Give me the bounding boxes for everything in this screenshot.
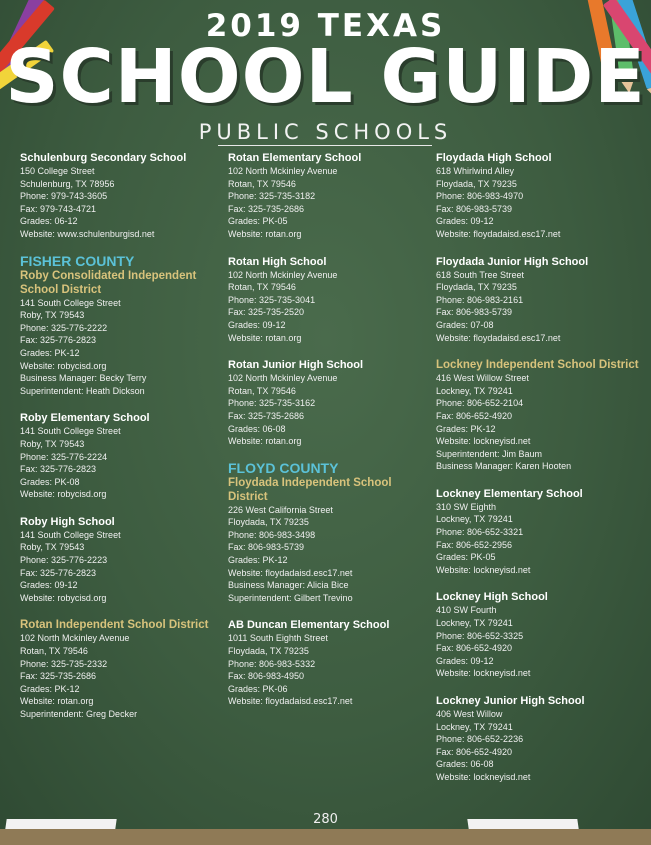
column-1 xyxy=(20,151,225,735)
entry-detail-line: Phone: 325-735-3041 xyxy=(228,294,316,305)
school-name: Lockney Junior High School xyxy=(436,695,585,707)
entry-detail-line: 410 SW Fourth xyxy=(436,605,497,616)
entry-detail-line: Superintendent: Greg Decker xyxy=(20,709,138,719)
entry-detail-line: Phone: 325-735-2332 xyxy=(20,658,108,669)
entry-detail-line: 406 West Willow xyxy=(436,709,503,719)
entry-detail-line: Lockney, TX 79241 xyxy=(436,618,513,629)
entry-detail-line: Roby, TX 79543 xyxy=(20,542,85,553)
school-name: Rotan Elementary School xyxy=(228,152,362,164)
entry-detail-line: Floydada, TX 79235 xyxy=(228,646,309,657)
school-name: Floydada Junior High School xyxy=(436,255,589,268)
entry-detail-line: Floydada, TX 79235 xyxy=(436,178,517,189)
school-name: Floydada High School xyxy=(436,152,552,164)
entry-detail-line: Phone: 806-983-2161 xyxy=(436,294,524,305)
school-name: Schulenburg Secondary School xyxy=(20,152,187,164)
entry-detail-line: 102 North Mckinley Avenue xyxy=(228,373,338,384)
entry-detail-line: Roby, TX 79543 xyxy=(20,438,85,449)
entry-detail-line: Website: robycisd.org xyxy=(20,360,107,371)
county-heading: FISHER COUNTY xyxy=(20,252,135,269)
entry-detail-line: Fax: 325-776-2823 xyxy=(20,464,97,475)
entry-detail-line: Rotan, TX 79546 xyxy=(228,282,296,293)
entry-detail-line: Superintendent: Gilbert Trevino xyxy=(228,592,353,603)
school-name: AB Duncan Elementary School xyxy=(228,619,390,632)
entry-detail-line: Website: floydadaisd.esc17.net xyxy=(228,567,353,578)
entry-detail-line: Website: rotan.org xyxy=(228,436,302,447)
entry-detail-line: Phone: 325-735-3162 xyxy=(228,398,316,409)
entry-detail-line: 150 College Street xyxy=(20,166,95,176)
entry-detail-line: Rotan, TX 79546 xyxy=(20,646,88,657)
entry-detail-line: Phone: 806-652-2104 xyxy=(436,398,524,409)
entry-detail-line: Fax: 325-735-2520 xyxy=(228,307,305,318)
entry-detail-line: Floydada, TX 79235 xyxy=(228,517,309,528)
entry-detail-line: Grades: 09-12 xyxy=(20,580,78,591)
entry-detail-line: 310 SW Eighth xyxy=(436,501,497,512)
entry-detail-line: Grades: 09-12 xyxy=(436,216,494,227)
entry-detail-line: Grades: PK-12 xyxy=(228,555,288,566)
entry-detail-line: 102 North Mckinley Avenue xyxy=(20,633,130,644)
entry-detail-line: Phone: 325-735-3182 xyxy=(228,191,316,202)
entry-detail-line: Grades: 07-08 xyxy=(436,319,494,330)
school-name: Lockney Elementary School xyxy=(436,487,583,500)
school-entry xyxy=(436,694,641,784)
entry-detail-line: Superintendent: Jim Baum xyxy=(436,448,543,459)
entry-detail-line: 1011 South Eighth Street xyxy=(228,633,328,644)
entry-detail-line: 141 South College Street xyxy=(20,529,121,540)
entry-detail-line: Fax: 325-776-2823 xyxy=(20,335,97,346)
entry-detail-line: Grades: PK-06 xyxy=(228,683,288,694)
school-entry xyxy=(20,515,225,605)
entry-detail-line: Roby, TX 79543 xyxy=(20,310,85,321)
entry-detail-line: Fax: 979-743-4721 xyxy=(20,203,97,214)
entry-detail-line: Fax: 325-735-2686 xyxy=(228,410,305,421)
entry-detail-line: Website: floydadaisd.esc17.net xyxy=(436,228,561,239)
school-name: Rotan Junior High School xyxy=(228,359,364,372)
page-subtitle: PUBLIC SCHOOLS xyxy=(198,120,453,144)
entry-detail-line: 416 West Willow Street xyxy=(436,373,529,384)
school-name: Lockney High School xyxy=(436,591,548,604)
entry-detail-line: 226 West California Street xyxy=(228,504,333,515)
title-year: 2019 TEXAS xyxy=(205,8,446,44)
school-entry xyxy=(436,590,641,680)
column-3 xyxy=(436,151,641,798)
entry-detail-line: Website: lockneyisd.net xyxy=(436,436,531,447)
school-entry xyxy=(228,151,433,241)
entry-detail-line: Grades: PK-12 xyxy=(20,347,80,358)
entry-detail-line: Grades: 06-08 xyxy=(228,423,286,434)
district-name: Roby Consolidated Independent School District xyxy=(20,269,197,296)
entry-detail-line: Grades: PK-05 xyxy=(436,552,496,563)
school-entry xyxy=(228,255,433,345)
entry-detail-line: Phone: 806-652-2236 xyxy=(436,734,524,745)
entry-detail-line: Website: lockneyisd.net xyxy=(436,668,531,679)
entry-detail-line: Website: lockneyisd.net xyxy=(436,771,531,782)
school-entry xyxy=(436,487,641,577)
entry-detail-line: Fax: 806-652-4920 xyxy=(436,643,513,654)
entry-detail-line: Website: rotan.org xyxy=(228,332,302,343)
entry-detail-line: Rotan, TX 79546 xyxy=(228,178,296,189)
entry-detail-line: Grades: 06-08 xyxy=(436,759,494,770)
column-2 xyxy=(228,151,433,722)
school-entry xyxy=(20,253,225,398)
entry-detail-line: Website: www.schulenburgisd.net xyxy=(20,228,155,239)
entry-detail-line: Grades: PK-12 xyxy=(20,683,80,694)
county-heading: FLOYD COUNTY xyxy=(228,459,339,476)
entry-detail-line: Fax: 806-652-4920 xyxy=(436,410,513,421)
entry-detail-line: Fax: 806-652-4920 xyxy=(436,746,513,757)
entry-detail-line: Fax: 325-776-2823 xyxy=(20,567,97,578)
district-name: Floydada Independent School District xyxy=(228,476,392,503)
entry-detail-line: Grades: 09-12 xyxy=(436,655,494,666)
entry-detail-line: Phone: 325-776-2222 xyxy=(20,322,108,333)
entry-detail-line: Fax: 806-983-5739 xyxy=(436,203,513,214)
school-name: Roby Elementary School xyxy=(20,412,150,425)
entry-detail-line: Website: rotan.org xyxy=(228,228,302,239)
school-entry xyxy=(20,411,225,501)
entry-detail-line: 141 South College Street xyxy=(20,297,121,308)
entry-detail-line: Fax: 806-983-4950 xyxy=(228,671,305,682)
entry-detail-line: Superintendent: Heath Dickson xyxy=(20,385,145,396)
entry-detail-line: Phone: 979-743-3605 xyxy=(20,191,108,202)
entry-detail-line: Website: floydadaisd.esc17.net xyxy=(228,696,353,707)
entry-detail-line: Business Manager: Alicia Bice xyxy=(228,580,349,591)
school-entry xyxy=(20,151,225,241)
entry-detail-line: 102 North Mckinley Avenue xyxy=(228,269,338,280)
entry-detail-line: Fax: 806-983-5739 xyxy=(436,307,513,318)
entry-detail-line: Grades: 09-12 xyxy=(228,319,286,330)
entry-detail-line: 102 North Mckinley Avenue xyxy=(228,166,338,176)
entry-detail-line: Rotan, TX 79546 xyxy=(228,385,296,396)
entry-detail-line: Website: robycisd.org xyxy=(20,489,107,500)
entry-detail-line: Phone: 806-983-3498 xyxy=(228,529,316,540)
entry-detail-line: Phone: 806-983-5332 xyxy=(228,658,316,669)
school-entry xyxy=(20,618,225,720)
school-name: Rotan High School xyxy=(228,255,327,268)
entry-detail-line: Fax: 325-735-2686 xyxy=(228,203,305,214)
entry-detail-line: Phone: 806-652-3321 xyxy=(436,527,524,538)
school-entry xyxy=(228,618,433,708)
entry-detail-line: Grades: PK-12 xyxy=(436,423,496,434)
entry-detail-line: Website: lockneyisd.net xyxy=(436,564,531,575)
entry-detail-line: Fax: 806-652-2956 xyxy=(436,539,513,550)
entry-detail-line: Business Manager: Karen Hooten xyxy=(436,461,572,472)
page-number: 280 xyxy=(313,812,338,827)
chalk-tray xyxy=(0,829,651,845)
entry-detail-line: Phone: 806-983-4970 xyxy=(436,191,524,202)
school-entry xyxy=(436,358,641,473)
entry-detail-line: Grades: PK-05 xyxy=(228,216,288,227)
entry-detail-line: Business Manager: Becky Terry xyxy=(20,373,147,384)
entry-detail-line: Fax: 806-983-5739 xyxy=(228,542,305,553)
school-entry xyxy=(436,255,641,345)
school-name: Roby High School xyxy=(20,515,115,528)
entry-detail-line: Lockney, TX 79241 xyxy=(436,385,513,396)
school-entry xyxy=(228,460,433,605)
entry-detail-line: Phone: 325-776-2223 xyxy=(20,555,108,566)
entry-detail-line: 618 South Tree Street xyxy=(436,269,525,280)
entry-detail-line: 141 South College Street xyxy=(20,426,121,437)
entry-detail-line: Fax: 325-735-2686 xyxy=(20,671,97,682)
entry-detail-line: 618 Whirlwind Alley xyxy=(436,166,515,176)
entry-detail-line: Schulenburg, TX 78956 xyxy=(20,178,115,189)
entry-detail-line: Grades: PK-08 xyxy=(20,476,80,487)
entry-detail-line: Phone: 325-776-2224 xyxy=(20,451,108,462)
entry-detail-line: Grades: 06-12 xyxy=(20,216,78,227)
entry-detail-line: Website: rotan.org xyxy=(20,696,94,707)
subtitle-underline xyxy=(218,145,432,146)
school-entry xyxy=(436,151,641,241)
entry-detail-line: Lockney, TX 79241 xyxy=(436,721,513,732)
school-entry xyxy=(228,358,433,448)
entry-detail-line: Phone: 806-652-3325 xyxy=(436,630,524,641)
entry-detail-line: Website: floydadaisd.esc17.net xyxy=(436,332,561,343)
district-name: Lockney Independent School District xyxy=(436,359,639,372)
page-header xyxy=(0,0,651,150)
district-name: Rotan Independent School District xyxy=(20,619,209,632)
entry-detail-line: Floydada, TX 79235 xyxy=(436,282,517,293)
entry-detail-line: Lockney, TX 79241 xyxy=(436,514,513,525)
page-title: SCHOOL GUIDE xyxy=(5,34,646,120)
entry-detail-line: Website: robycisd.org xyxy=(20,592,107,603)
